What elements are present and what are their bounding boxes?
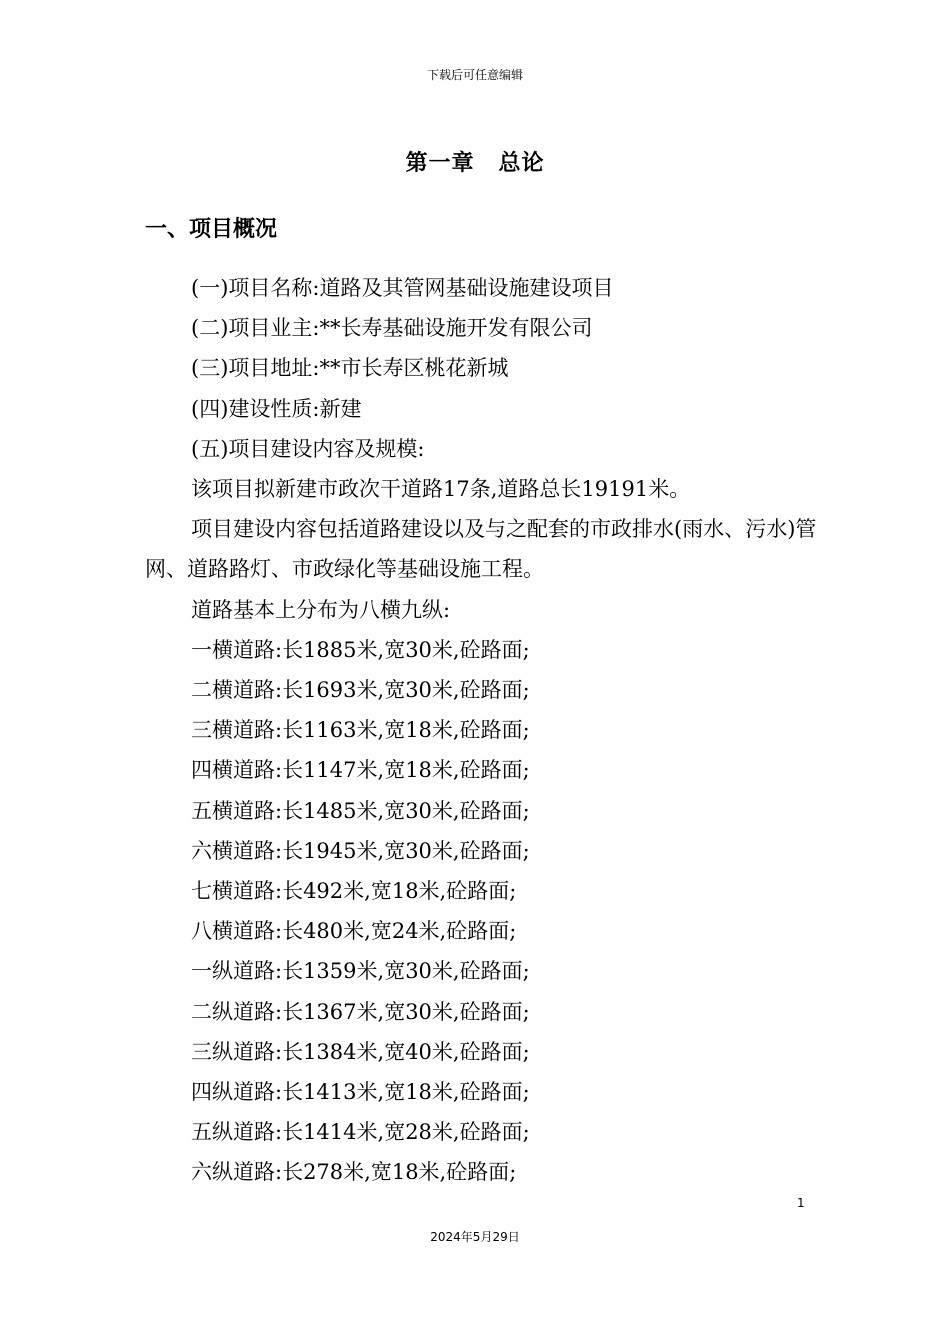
road-item: 二横道路:长1693米,宽30米,砼路面;	[191, 678, 530, 703]
construction-scope-line: (五)项目建设内容及规模:	[191, 436, 425, 461]
footer-date: 2024年5月29日	[430, 1230, 520, 1244]
section-heading: 一、项目概况	[145, 217, 278, 242]
page-number: 1	[797, 1196, 805, 1210]
road-layout-paragraph: 道路基本上分布为八横九纵:	[191, 597, 451, 622]
road-total-paragraph: 该项目拟新建市政次干道路17条,道路总长19191米。	[191, 477, 691, 502]
road-item: 一纵道路:长1359米,宽30米,砼路面;	[191, 959, 530, 984]
road-item: 一横道路:长1885米,宽30米,砼路面;	[191, 637, 530, 662]
road-item: 四纵道路:长1413米,宽18米,砼路面;	[191, 1080, 530, 1105]
road-item: 八横道路:长480米,宽24米,砼路面;	[191, 919, 517, 944]
road-item: 七横道路:长492米,宽18米,砼路面;	[191, 879, 517, 904]
road-item: 五横道路:长1485米,宽30米,砼路面;	[191, 798, 530, 823]
project-name-line: (一)项目名称:道路及其管网基础设施建设项目	[191, 276, 614, 300]
road-item: 六横道路:长1945米,宽30米,砼路面;	[191, 838, 530, 863]
construction-nature-line: (四)建设性质:新建	[191, 396, 362, 421]
road-item: 五纵道路:长1414米,宽28米,砼路面;	[191, 1120, 530, 1145]
road-item: 四横道路:长1147米,宽18米,砼路面;	[191, 758, 530, 783]
chapter-title	[0, 146, 950, 177]
project-owner-line: (二)项目业主:**长寿基础设施开发有限公司	[191, 316, 593, 341]
construction-content-paragraph: 项目建设内容包括道路建设以及与之配套的市政排水(雨水、污水)管网、道路路灯、市政绿化等基础设施工程。	[145, 517, 817, 582]
project-address-line: (三)项目地址:**市长寿区桃花新城	[191, 356, 509, 381]
chapter-number: 第一章	[405, 151, 475, 176]
road-item: 六纵道路:长278米,宽18米,砼路面;	[191, 1160, 517, 1185]
body-text	[145, 268, 817, 1193]
header-note: 下载后可任意编辑	[426, 68, 523, 82]
road-item: 二纵道路:长1367米,宽30米,砼路面;	[191, 999, 530, 1024]
road-item: 三纵道路:长1384米,宽40米,砼路面;	[191, 1039, 530, 1064]
chapter-name: 总论	[498, 151, 545, 176]
road-item: 三横道路:长1163米,宽18米,砼路面;	[191, 718, 530, 743]
